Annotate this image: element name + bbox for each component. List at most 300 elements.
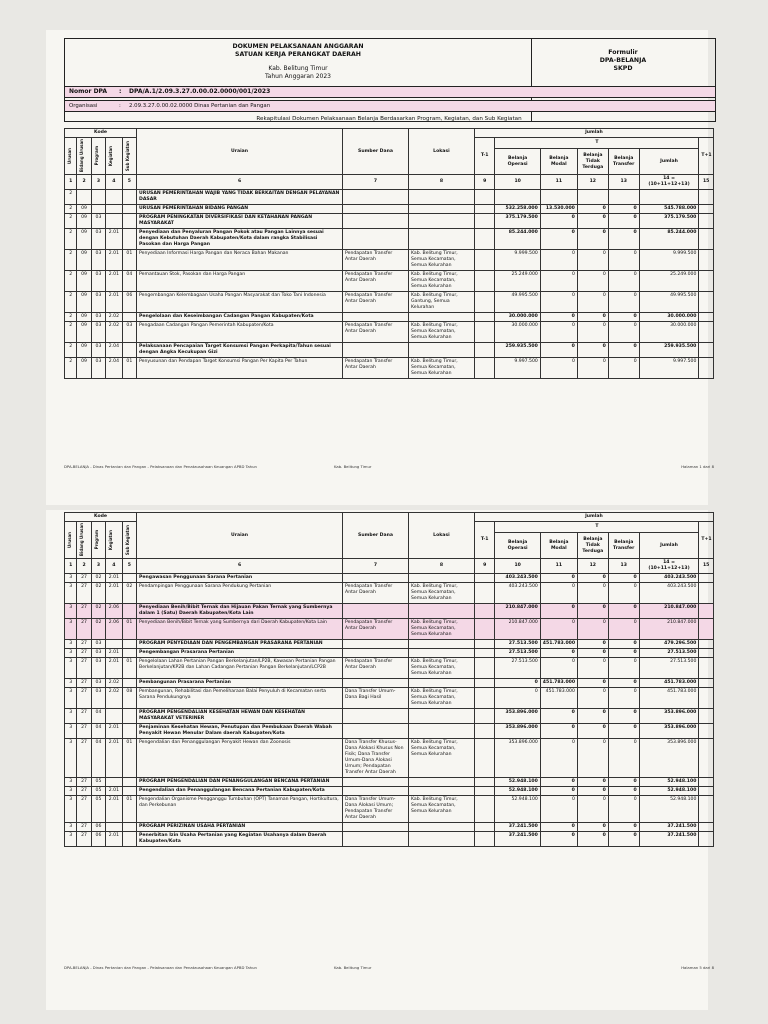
kode-cell: 01 — [122, 250, 136, 271]
kode-cell: 05 — [91, 796, 105, 823]
t-plus-1-cell — [699, 574, 714, 583]
t-minus-1-cell — [474, 688, 495, 709]
jumlah-cell: 353.896.000 — [639, 724, 699, 739]
belanja-tidak-terduga-cell: 0 — [577, 679, 608, 688]
t-minus-1-cell — [474, 724, 495, 739]
belanja-operasi-cell: 27.513.500 — [495, 649, 540, 658]
sumber-dana-cell — [343, 709, 409, 724]
belanja-tidak-terduga-cell: 0 — [577, 778, 608, 787]
jumlah-cell: 52.948.100 — [639, 787, 699, 796]
kode-cell: 2 — [65, 250, 77, 271]
kode-cell: 2.01 — [106, 739, 122, 778]
kode-cell: 27 — [77, 658, 91, 679]
col-urusan: Urusan — [67, 532, 72, 548]
lokasi-cell: Kab. Belitung Timur, Semua Kecamatan, Semua Kelurahan — [408, 739, 474, 778]
sumber-dana-cell — [343, 640, 409, 649]
kode-cell: 09 — [77, 322, 91, 343]
t-plus-1-cell — [699, 358, 714, 379]
lokasi-cell — [408, 604, 474, 619]
kode-cell: 2 — [65, 205, 77, 214]
uraian-cell: Pembangunan, Rehabilitasi dan Pemeliharaan Balai Penyuluh di Kecamatan serta Sarana Pendukungnya — [137, 688, 343, 709]
kode-cell: 09 — [77, 229, 91, 250]
kode-cell: 2 — [65, 271, 77, 292]
belanja-operasi-cell: 403.243.500 — [495, 583, 540, 604]
footer-left: DPA-BELANJA - Dinas Pertanian dan Pangan - Pelaksanaan dan Penatausahaan Keuangan APBD Tahun — [64, 464, 257, 469]
footer-mid: Kab. Belitung Timur — [334, 965, 372, 970]
kode-cell: 2.02 — [106, 313, 122, 322]
belanja-tidak-terduga-cell: 0 — [577, 343, 608, 358]
t-minus-1-cell — [474, 739, 495, 778]
table-row — [65, 292, 714, 313]
kode-cell — [77, 190, 91, 205]
col-kegiatan: Kegiatan — [108, 529, 114, 551]
belanja-modal-cell: 0 — [540, 787, 577, 796]
kode-cell: 05 — [91, 787, 105, 796]
jumlah-cell: 210.847.000 — [639, 619, 699, 640]
kode-cell: 03 — [91, 688, 105, 709]
kode-cell: 3 — [65, 796, 77, 823]
kode-cell: 27 — [77, 787, 91, 796]
colnum: 7 — [343, 559, 409, 574]
belanja-transfer-cell: 0 — [608, 787, 639, 796]
t-minus-1-cell — [474, 604, 495, 619]
kode-cell — [106, 205, 122, 214]
kode-cell: 03 — [91, 292, 105, 313]
sumber-dana-cell: Pendapatan Transfer Antar Daerah — [343, 322, 409, 343]
t-plus-1-cell — [699, 658, 714, 679]
col-lokasi: Lokasi — [408, 513, 474, 559]
jumlah-cell: 37.241.500 — [639, 823, 699, 832]
t-plus-1-cell — [699, 604, 714, 619]
belanja-tidak-terduga-cell: 0 — [577, 739, 608, 778]
colnum: 13 — [608, 175, 639, 190]
table-row — [65, 823, 714, 832]
kode-cell — [122, 709, 136, 724]
lokasi-cell: Kab. Belitung Timur, Semua Kecamatan, Semua Kelurahan — [408, 322, 474, 343]
col-belanja-operasi: Belanja Operasi — [495, 149, 540, 175]
kode-cell: 3 — [65, 679, 77, 688]
jumlah-cell: 451.783.000 — [639, 688, 699, 709]
kode-cell: 3 — [65, 574, 77, 583]
jumlah-cell: 403.243.500 — [639, 574, 699, 583]
t-minus-1-cell — [474, 322, 495, 343]
belanja-transfer-cell: 0 — [608, 214, 639, 229]
colnum: 3 — [91, 559, 105, 574]
col-t: T — [495, 138, 699, 149]
belanja-transfer-cell: 0 — [608, 313, 639, 322]
kode-cell: 2.01 — [106, 649, 122, 658]
kode-cell: 2.02 — [106, 679, 122, 688]
kode-cell: 3 — [65, 787, 77, 796]
kode-cell: 27 — [77, 709, 91, 724]
col-sub-kegiatan: Sub Kegiatan — [124, 524, 130, 556]
uraian-cell: Penyediaan Informasi Harga Pangan dan Neraca Bahan Makanan — [137, 250, 343, 271]
kode-cell: 02 — [122, 583, 136, 604]
belanja-modal-cell: 0 — [540, 739, 577, 778]
belanja-tidak-terduga-cell: 0 — [577, 250, 608, 271]
table-row — [65, 271, 714, 292]
t-minus-1-cell — [474, 823, 495, 832]
col-belanja-transfer: Belanja Transfer — [608, 149, 639, 175]
lokasi-cell — [408, 832, 474, 847]
t-plus-1-cell — [699, 739, 714, 778]
belanja-tidak-terduga-cell: 0 — [577, 604, 608, 619]
t-minus-1-cell — [474, 205, 495, 214]
kode-cell: 09 — [77, 343, 91, 358]
uraian-cell: Pengembangan Prasarana Pertanian — [137, 649, 343, 658]
lokasi-cell: Kab. Belitung Timur, Semua Kecamatan, Semua Kelurahan — [408, 250, 474, 271]
kode-cell: 03 — [91, 343, 105, 358]
jumlah-cell: 403.243.500 — [639, 583, 699, 604]
sumber-dana-cell: Pendapatan Transfer Antar Daerah — [343, 358, 409, 379]
belanja-modal-cell: 0 — [540, 358, 577, 379]
kode-cell: 01 — [122, 358, 136, 379]
t-plus-1-cell — [699, 271, 714, 292]
belanja-modal-cell: 0 — [540, 313, 577, 322]
kode-cell: 27 — [77, 688, 91, 709]
kode-cell: 02 — [91, 619, 105, 640]
t-minus-1-cell — [474, 574, 495, 583]
belanja-operasi-cell: 52.948.100 — [495, 778, 540, 787]
kode-cell: 05 — [91, 778, 105, 787]
colnum: 8 — [408, 175, 474, 190]
belanja-modal-cell: 0 — [540, 292, 577, 313]
kode-cell: 2.01 — [106, 832, 122, 847]
document-page-2 — [46, 510, 714, 1010]
t-plus-1-cell — [699, 190, 714, 205]
belanja-modal-cell: 0 — [540, 574, 577, 583]
belanja-transfer-cell: 0 — [608, 796, 639, 823]
t-minus-1-cell — [474, 787, 495, 796]
belanja-modal-cell: 0 — [540, 604, 577, 619]
kode-cell: 27 — [77, 583, 91, 604]
belanja-transfer-cell: 0 — [608, 250, 639, 271]
kode-cell: 01 — [122, 619, 136, 640]
uraian-cell: Pelaksanaan Pencapaian Target Konsumsi Pangan Perkapita/Tahun sesuai dengan Angka Kecukupan Gizi — [137, 343, 343, 358]
belanja-operasi-cell: 37.241.500 — [495, 823, 540, 832]
belanja-modal-cell: 0 — [540, 322, 577, 343]
kode-cell: 02 — [91, 574, 105, 583]
colnum: 15 — [699, 175, 714, 190]
table-row — [65, 649, 714, 658]
kode-cell — [122, 679, 136, 688]
kode-cell: 04 — [91, 709, 105, 724]
lokasi-cell: Kab. Belitung Timur, Semua Kecamatan, Semua Kelurahan — [408, 658, 474, 679]
table-row — [65, 739, 714, 778]
belanja-modal-cell: 13.530.000 — [540, 205, 577, 214]
belanja-tidak-terduga-cell: 0 — [577, 229, 608, 250]
col-program: Program — [93, 530, 99, 550]
kode-cell — [122, 229, 136, 250]
kode-cell: 2.04 — [106, 343, 122, 358]
kode-cell: 3 — [65, 583, 77, 604]
kode-cell: 27 — [77, 724, 91, 739]
kode-cell — [91, 190, 105, 205]
kode-cell: 27 — [77, 574, 91, 583]
colnum: 9 — [474, 175, 495, 190]
belanja-modal-cell: 0 — [540, 796, 577, 823]
uraian-cell: Penyediaan Benih/Bibit Ternak yang Sumbernya dari Daerah Kabupaten/Kota Lain — [137, 619, 343, 640]
col-bidang: Bidang Urusan — [79, 139, 85, 173]
belanja-modal-cell: 0 — [540, 778, 577, 787]
sumber-dana-cell — [343, 205, 409, 214]
belanja-modal-cell: 0 — [540, 724, 577, 739]
t-minus-1-cell — [474, 832, 495, 847]
kode-cell: 09 — [77, 271, 91, 292]
uraian-cell: Penyediaan dan Penyaluran Pangan Pokok atau Pangan Lainnya sesuai dengan Kebutuhan Daerah Kabupaten/Kota dalam rangka Stabilisasi Pasokan dan Harga Pangan — [137, 229, 343, 250]
jumlah-cell: 52.948.100 — [639, 796, 699, 823]
kode-cell — [122, 574, 136, 583]
dpa-number-row — [64, 86, 716, 98]
belanja-transfer-cell: 0 — [608, 823, 639, 832]
belanja-transfer-cell: 0 — [608, 574, 639, 583]
sumber-dana-cell: Dana Transfer Umum-Dana Bagi Hasil — [343, 688, 409, 709]
uraian-cell: Pengendalian dan Penanggulangan Penyakit Hewan dan Zoonosis — [137, 739, 343, 778]
footer-page-number: Halaman 5 dari 8 — [681, 965, 714, 970]
kode-cell: 03 — [91, 250, 105, 271]
dpa-sep: : — [119, 88, 122, 95]
colnum: 10 — [495, 559, 540, 574]
t-plus-1-cell — [699, 679, 714, 688]
belanja-tidak-terduga-cell: 0 — [577, 574, 608, 583]
footer-left: DPA-BELANJA - Dinas Pertanian dan Pangan - Pelaksanaan dan Penatausahaan Keuangan APBD Tahun — [64, 965, 257, 970]
kode-cell: 3 — [65, 709, 77, 724]
colnum: 13 — [608, 559, 639, 574]
uraian-cell: Pendampingan Penggunaan Sarana Pendukung Pertanian — [137, 583, 343, 604]
belanja-modal-cell: 0 — [540, 271, 577, 292]
dpa-value: DPA/A.1/2.09.3.27.0.00.02.0000/001/2023 — [129, 88, 271, 95]
kode-cell: 09 — [77, 313, 91, 322]
belanja-tidak-terduga-cell: 0 — [577, 322, 608, 343]
kode-cell: 27 — [77, 640, 91, 649]
table-row — [65, 796, 714, 823]
col-lokasi: Lokasi — [408, 129, 474, 175]
lokasi-cell — [408, 787, 474, 796]
kode-cell: 09 — [77, 205, 91, 214]
belanja-modal-cell: 0 — [540, 214, 577, 229]
kode-cell: 03 — [122, 322, 136, 343]
kode-cell: 3 — [65, 658, 77, 679]
kode-cell: 2 — [65, 190, 77, 205]
belanja-transfer-cell: 0 — [608, 271, 639, 292]
col-t-minus-1: T-1 — [474, 138, 495, 175]
belanja-transfer-cell: 0 — [608, 649, 639, 658]
colnum: 9 — [474, 559, 495, 574]
belanja-modal-cell: 0 — [540, 658, 577, 679]
t-plus-1-cell — [699, 823, 714, 832]
jumlah-cell — [639, 190, 699, 205]
t-minus-1-cell — [474, 292, 495, 313]
t-plus-1-cell — [699, 796, 714, 823]
col-bidang: Bidang Urusan — [79, 523, 85, 557]
sumber-dana-cell: Dana Transfer Khusus-Dana Alokasi Khusus Non Fisik; Dana Transfer Umum-Dana Alokasi Umum; Pendapatan Transfer Antar Daerah — [343, 739, 409, 778]
table-row — [65, 322, 714, 343]
t-plus-1-cell — [699, 619, 714, 640]
sumber-dana-cell — [343, 313, 409, 322]
colnum: 1 — [65, 175, 77, 190]
kode-cell: 2.01 — [106, 658, 122, 679]
col-belanja-modal: Belanja Modal — [540, 149, 577, 175]
kode-cell: 3 — [65, 619, 77, 640]
t-minus-1-cell — [474, 619, 495, 640]
jumlah-cell: 210.847.000 — [639, 604, 699, 619]
belanja-operasi-cell: 49.995.500 — [495, 292, 540, 313]
kode-cell: 06 — [91, 823, 105, 832]
sumber-dana-cell: Pendapatan Transfer Antar Daerah — [343, 271, 409, 292]
belanja-operasi-cell: 403.243.500 — [495, 574, 540, 583]
lokasi-cell — [408, 205, 474, 214]
kode-cell: 01 — [122, 796, 136, 823]
kode-cell — [122, 343, 136, 358]
kode-cell: 2.02 — [106, 322, 122, 343]
jumlah-cell: 9.999.500 — [639, 250, 699, 271]
table-row — [65, 640, 714, 649]
footer-mid: Kab. Belitung Timur — [334, 464, 372, 469]
col-sumber-dana: Sumber Dana — [343, 129, 409, 175]
lokasi-cell — [408, 574, 474, 583]
kode-cell: 2 — [65, 292, 77, 313]
col-sumber-dana: Sumber Dana — [343, 513, 409, 559]
belanja-tidak-terduga-cell: 0 — [577, 313, 608, 322]
kode-cell — [106, 823, 122, 832]
jumlah-cell: 30.000.000 — [639, 322, 699, 343]
col-belanja-tidak-terduga: Belanja Tidak Terduga — [577, 533, 608, 559]
organisasi-row — [64, 100, 716, 112]
t-plus-1-cell — [699, 640, 714, 649]
belanja-operasi-cell — [495, 190, 540, 205]
t-plus-1-cell — [699, 313, 714, 322]
sumber-dana-cell: Pendapatan Transfer Antar Daerah — [343, 658, 409, 679]
t-minus-1-cell — [474, 250, 495, 271]
col-kode: Kode — [65, 513, 137, 522]
t-minus-1-cell — [474, 343, 495, 358]
t-plus-1-cell — [699, 649, 714, 658]
organisasi-sep: : — [119, 103, 121, 109]
t-plus-1-cell — [699, 214, 714, 229]
belanja-operasi-cell: 30.000.000 — [495, 322, 540, 343]
t-plus-1-cell — [699, 778, 714, 787]
sumber-dana-cell — [343, 214, 409, 229]
kode-cell — [122, 640, 136, 649]
colnum: 7 — [343, 175, 409, 190]
belanja-modal-cell: 0 — [540, 832, 577, 847]
table-row — [65, 604, 714, 619]
belanja-tidak-terduga-cell: 0 — [577, 205, 608, 214]
col-belanja-tidak-terduga: Belanja Tidak Terduga — [577, 149, 608, 175]
uraian-cell: Pengelolaan Lahan Pertanian Pangan Berkelanjutan/LP2B, Kawasan Pertanian Pangan Berkelanjutan/KP2B dan Lahan Cadangan Pertanian Pangan Berkelanjutan/LCP2B — [137, 658, 343, 679]
kode-cell: 03 — [91, 229, 105, 250]
jumlah-cell: 259.935.500 — [639, 343, 699, 358]
belanja-modal-cell: 451.783.000 — [540, 688, 577, 709]
col-jumlah-group: Jumlah — [474, 513, 713, 522]
kode-cell: 3 — [65, 649, 77, 658]
kode-cell: 27 — [77, 778, 91, 787]
kode-cell: 3 — [65, 739, 77, 778]
uraian-cell: Penerbitan Izin Usaha Pertanian yang Kegiatan Usahanya dalam Daerah Kabupaten/Kota — [137, 832, 343, 847]
uraian-cell: Pengelolaan dan Keseimbangan Cadangan Pangan Kabupaten/Kota — [137, 313, 343, 322]
jumlah-cell: 37.241.500 — [639, 832, 699, 847]
colnum: 1 — [65, 559, 77, 574]
kode-cell: 03 — [91, 358, 105, 379]
kode-cell — [122, 724, 136, 739]
kode-cell: 2 — [65, 322, 77, 343]
sumber-dana-cell — [343, 343, 409, 358]
kode-cell: 2.01 — [106, 250, 122, 271]
belanja-operasi-cell: 532.258.000 — [495, 205, 540, 214]
col-uraian: Uraian — [137, 129, 343, 175]
lokasi-cell — [408, 190, 474, 205]
t-plus-1-cell — [699, 688, 714, 709]
table-row — [65, 190, 714, 205]
organisasi-value: 2.09.3.27.0.00.02.0000 Dinas Pertanian dan Pangan — [129, 103, 271, 109]
form-label: Formulir — [608, 49, 638, 56]
kode-cell: 03 — [91, 271, 105, 292]
kode-cell: 27 — [77, 679, 91, 688]
jumlah-cell: 375.179.500 — [639, 214, 699, 229]
table-row — [65, 583, 714, 604]
belanja-operasi-cell: 0 — [495, 679, 540, 688]
belanja-tidak-terduga-cell: 0 — [577, 214, 608, 229]
t-minus-1-cell — [474, 796, 495, 823]
belanja-modal-cell: 0 — [540, 583, 577, 604]
kode-cell: 03 — [91, 322, 105, 343]
kode-cell: 2.01 — [106, 724, 122, 739]
kode-cell — [106, 778, 122, 787]
belanja-tidak-terduga-cell: 0 — [577, 271, 608, 292]
rekap-table-page1 — [64, 128, 714, 379]
table-row — [65, 658, 714, 679]
kode-cell — [122, 787, 136, 796]
jumlah-cell: 85.244.000 — [639, 229, 699, 250]
kode-cell: 2 — [65, 214, 77, 229]
jumlah-cell: 30.000.000 — [639, 313, 699, 322]
form-code: DPA-BELANJA — [599, 57, 647, 64]
belanja-modal-cell: 0 — [540, 619, 577, 640]
belanja-transfer-cell: 0 — [608, 724, 639, 739]
colnum: 12 — [577, 175, 608, 190]
belanja-modal-cell: 0 — [540, 343, 577, 358]
lokasi-cell: Kab. Belitung Timur, Semua Kecamatan, Semua Kelurahan — [408, 796, 474, 823]
kode-cell: 03 — [91, 313, 105, 322]
belanja-modal-cell: 0 — [540, 250, 577, 271]
belanja-operasi-cell: 0 — [495, 688, 540, 709]
table-row — [65, 205, 714, 214]
belanja-operasi-cell: 9.999.500 — [495, 250, 540, 271]
belanja-tidak-terduga-cell: 0 — [577, 649, 608, 658]
kode-cell — [122, 214, 136, 229]
col-belanja-modal: Belanja Modal — [540, 533, 577, 559]
belanja-transfer-cell: 0 — [608, 358, 639, 379]
kode-cell: 02 — [91, 583, 105, 604]
belanja-transfer-cell: 0 — [608, 658, 639, 679]
belanja-modal-cell: 0 — [540, 649, 577, 658]
table-row — [65, 358, 714, 379]
belanja-tidak-terduga-cell: 0 — [577, 709, 608, 724]
t-minus-1-cell — [474, 358, 495, 379]
uraian-cell: Pengawasan Penggunaan Sarana Pertanian — [137, 574, 343, 583]
belanja-tidak-terduga-cell: 0 — [577, 724, 608, 739]
kode-cell: 09 — [77, 250, 91, 271]
belanja-tidak-terduga-cell: 0 — [577, 823, 608, 832]
footer-page-number: Halaman 1 dari 8 — [681, 464, 714, 469]
sumber-dana-cell — [343, 604, 409, 619]
table-row — [65, 778, 714, 787]
kode-cell: 27 — [77, 739, 91, 778]
kode-cell — [122, 823, 136, 832]
lokasi-cell — [408, 640, 474, 649]
t-plus-1-cell — [699, 709, 714, 724]
belanja-tidak-terduga-cell: 0 — [577, 358, 608, 379]
